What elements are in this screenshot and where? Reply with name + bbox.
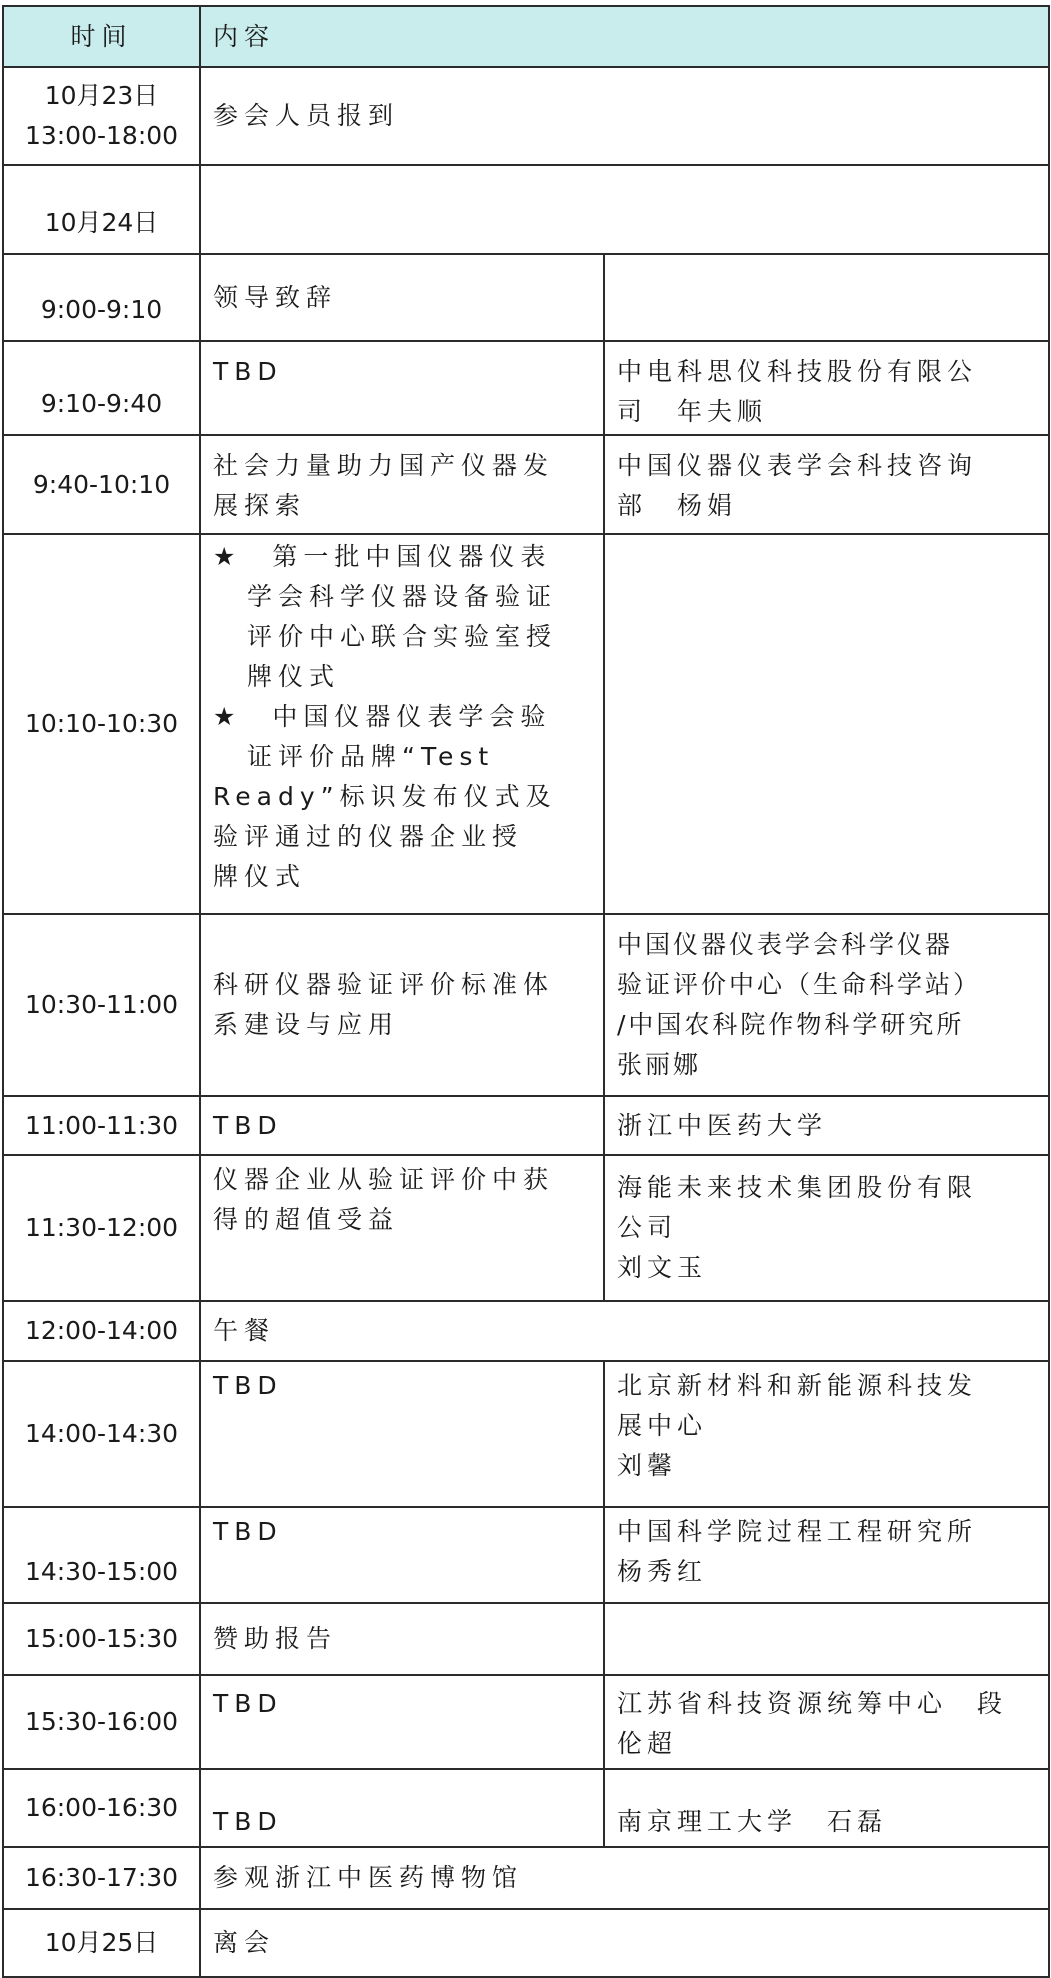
time-cell xyxy=(3,1909,200,1977)
speaker-line: 中国科学院过程工程研究所 xyxy=(617,1517,978,1546)
content-line: 牌仪式 xyxy=(247,662,341,691)
speaker-line: 南京理工大学 石磊 xyxy=(617,1807,888,1836)
content-line: 牌仪式 xyxy=(213,862,307,891)
content-cell xyxy=(200,1675,604,1769)
table-row xyxy=(3,1769,1049,1847)
speaker-cell xyxy=(604,1769,1049,1847)
time-cell xyxy=(3,1361,200,1507)
header-content: 内容 xyxy=(200,6,1049,67)
table-row xyxy=(3,1301,1049,1361)
content-line: ★ 中国仪器仪表学会验 xyxy=(213,702,552,731)
content-line: 社会力量助力国产仪器发 xyxy=(213,451,555,480)
speaker-cell xyxy=(604,435,1049,534)
time-line: 14:00-14:30 xyxy=(24,1419,179,1448)
content-line: 离会 xyxy=(213,1928,276,1957)
speaker-line: 江苏省科技资源统筹中心 段 xyxy=(617,1689,1008,1718)
time-cell xyxy=(3,534,200,914)
content-line: 评价中心联合实验室授 xyxy=(247,622,558,651)
time-cell xyxy=(3,1603,200,1675)
speaker-line: /中国农科院作物科学研究所 xyxy=(617,1010,965,1039)
content-line: TBD xyxy=(213,357,283,386)
content-line: 参观浙江中医药博物馆 xyxy=(213,1863,524,1892)
table-row xyxy=(3,1909,1049,1977)
time-line: 10:10-10:30 xyxy=(24,709,179,738)
time-line: 12:00-14:00 xyxy=(24,1316,179,1345)
time-line: 16:30-17:30 xyxy=(24,1863,179,1892)
content-cell xyxy=(200,1769,604,1847)
time-cell xyxy=(3,1301,200,1361)
content-line: 证评价品牌“Test xyxy=(247,742,495,771)
content-line: 领导致辞 xyxy=(213,282,338,312)
speaker-line: 浙江中医药大学 xyxy=(617,1110,828,1140)
time-line: 9:00-9:10 xyxy=(40,295,163,324)
content-line: TBD xyxy=(213,1517,283,1546)
content-line: 系建设与应用 xyxy=(213,1010,400,1039)
content-line: 赞助报告 xyxy=(213,1624,338,1653)
table-row xyxy=(3,1675,1049,1769)
time-cell xyxy=(3,1096,200,1155)
time-cell xyxy=(3,1155,200,1301)
time-line: 10月23日 xyxy=(44,81,159,110)
content-cell xyxy=(200,1155,604,1301)
content-line: 参会人员报到 xyxy=(213,101,400,130)
table-row xyxy=(3,534,1049,914)
content-line: 学会科学仪器设备验证 xyxy=(247,582,558,611)
speaker-cell xyxy=(604,341,1049,435)
table-row xyxy=(3,165,1049,254)
content-cell xyxy=(200,1847,1049,1909)
table-row xyxy=(3,1847,1049,1909)
content-line: 展探索 xyxy=(213,491,307,520)
content-cell xyxy=(200,534,604,914)
speaker-cell xyxy=(604,1096,1049,1155)
table-row xyxy=(3,914,1049,1096)
speaker-cell xyxy=(604,254,1049,341)
schedule-table xyxy=(2,5,1050,1978)
content-cell xyxy=(200,914,604,1096)
header-row xyxy=(3,6,1049,67)
speaker-cell xyxy=(604,534,1049,914)
table-row xyxy=(3,1507,1049,1603)
content-cell xyxy=(200,1909,1049,1977)
content-cell xyxy=(200,1507,604,1603)
speaker-line: 司 年夫顺 xyxy=(617,397,768,426)
speaker-cell xyxy=(604,1361,1049,1507)
speaker-line: 中电科思仪科技股份有限公 xyxy=(617,357,978,386)
speaker-cell xyxy=(604,914,1049,1096)
time-line: 10月25日 xyxy=(44,1928,159,1957)
speaker-line: 部 杨娟 xyxy=(617,491,738,520)
speaker-line: 展中心 xyxy=(617,1411,708,1440)
content-cell xyxy=(200,1361,604,1507)
time-line: 10:30-11:00 xyxy=(24,990,179,1019)
content-cell xyxy=(200,254,604,341)
content-cell xyxy=(200,67,1049,165)
speaker-cell xyxy=(604,1603,1049,1675)
time-line: 10月24日 xyxy=(44,208,159,237)
time-cell xyxy=(3,67,200,165)
speaker-cell xyxy=(604,1675,1049,1769)
time-cell xyxy=(3,1507,200,1603)
speaker-line: 伦超 xyxy=(617,1729,678,1758)
content-cell xyxy=(200,165,1049,254)
time-line: 15:30-16:00 xyxy=(24,1707,179,1736)
speaker-line: 杨秀红 xyxy=(617,1557,708,1586)
speaker-line: 海能未来技术集团股份有限 xyxy=(617,1173,978,1202)
time-cell xyxy=(3,1769,200,1847)
content-line: Ready”标识发布仪式及 xyxy=(213,782,557,811)
table-row xyxy=(3,1361,1049,1507)
time-cell xyxy=(3,165,200,254)
content-line: TBD xyxy=(213,1371,283,1400)
content-cell xyxy=(200,341,604,435)
time-line: 9:40-10:10 xyxy=(32,469,171,499)
time-cell xyxy=(3,914,200,1096)
speaker-line: 刘文玉 xyxy=(617,1253,708,1282)
content-line: 科研仪器验证评价标准体 xyxy=(213,970,555,999)
time-cell xyxy=(3,254,200,341)
time-cell xyxy=(3,341,200,435)
content-line: ★ 第一批中国仪器仪表 xyxy=(213,542,552,571)
content-line: 验评通过的仪器企业授 xyxy=(213,822,524,851)
content-line: 仪器企业从验证评价中获 xyxy=(213,1165,555,1194)
header-time: 时间 xyxy=(3,6,200,67)
content-line: TBD xyxy=(213,1689,283,1718)
content-line: TBD xyxy=(213,1807,283,1836)
table-row xyxy=(3,254,1049,341)
time-line: 9:10-9:40 xyxy=(40,389,163,418)
speaker-line: 中国仪器仪表学会科技咨询 xyxy=(617,451,978,480)
speaker-line: 验证评价中心（生命科学站） xyxy=(617,970,982,999)
speaker-line: 公司 xyxy=(617,1213,678,1242)
time-cell xyxy=(3,1847,200,1909)
table-row xyxy=(3,1155,1049,1301)
time-line: 13:00-18:00 xyxy=(24,121,179,150)
table-row xyxy=(3,1096,1049,1155)
speaker-line: 张丽娜 xyxy=(617,1050,702,1079)
speaker-line: 中国仪器仪表学会科学仪器 xyxy=(617,930,954,959)
time-line: 15:00-15:30 xyxy=(24,1624,179,1653)
content-line: 午餐 xyxy=(213,1316,276,1345)
speaker-cell xyxy=(604,1155,1049,1301)
content-cell xyxy=(200,1603,604,1675)
content-line: 得的超值受益 xyxy=(213,1205,400,1234)
speaker-cell xyxy=(604,1507,1049,1603)
table-row xyxy=(3,67,1049,165)
speaker-line: 北京新材料和新能源科技发 xyxy=(617,1371,978,1400)
content-cell xyxy=(200,1096,604,1155)
speaker-line: 刘馨 xyxy=(617,1451,678,1480)
content-cell xyxy=(200,1301,1049,1361)
time-cell xyxy=(3,435,200,534)
time-line: 11:30-12:00 xyxy=(24,1213,179,1242)
content-cell xyxy=(200,435,604,534)
table-row xyxy=(3,1603,1049,1675)
content-line: TBD xyxy=(213,1110,283,1140)
time-line: 11:00-11:30 xyxy=(24,1110,179,1140)
time-line: 16:00-16:30 xyxy=(24,1793,179,1822)
table-row xyxy=(3,435,1049,534)
time-cell xyxy=(3,1675,200,1769)
table-row xyxy=(3,341,1049,435)
time-line: 14:30-15:00 xyxy=(24,1557,179,1586)
